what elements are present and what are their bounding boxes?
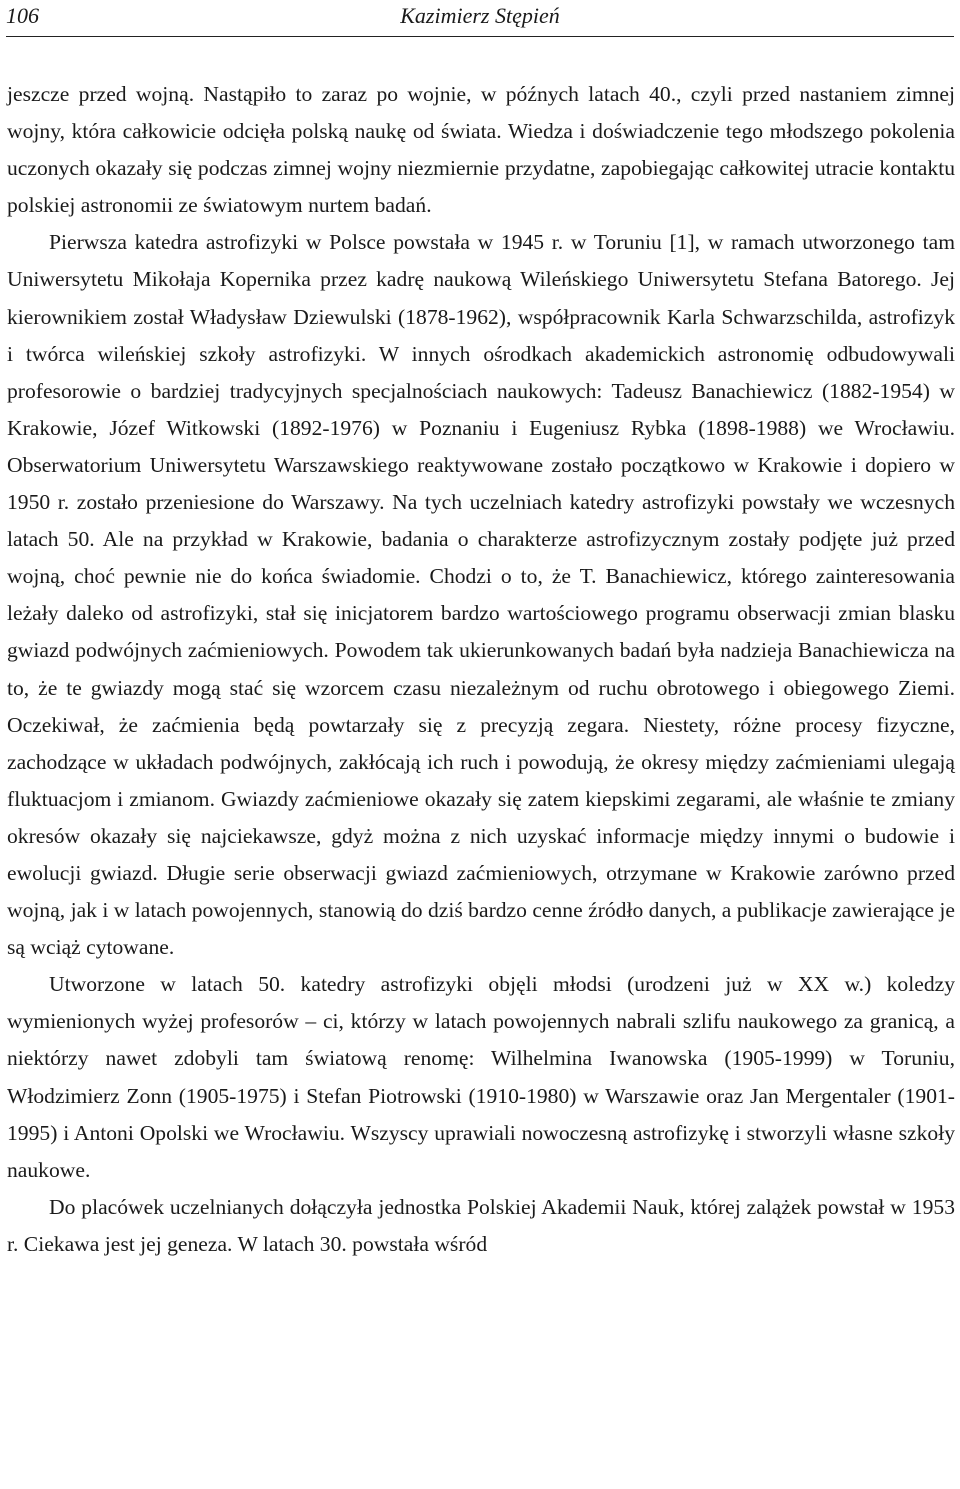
paragraph: Do placówek uczelnianych dołączyła jednostka Polskiej Akademii Nauk, której zalążek powstał w 1953 r. Ciekawa jest jej geneza. W latach 30. powstała wśród xyxy=(7,1194,955,1256)
paragraph: Utworzone w latach 50. katedry astrofizyki objęli młodsi (urodzeni już w XX w.) koledzy wymienionych wyżej profesorów – ci, którzy w latach powojennych nabrali szlifu naukowego za granicą, a niektórzy nawet zdobyli tam światową renomę: Wilhelmina Iwanowska (1905-1999) w Toruniu, Włodzimierz Zonn (1905-1975) i Stefan Piotrowski (1910-1980) w Warszawie oraz Jan Mergentaler (1901-1995) i Antoni Opolski we Wrocławiu. Wszyscy uprawiali nowoczesną astrofizykę i stworzyli własne szkoły naukowe. xyxy=(7,972,955,1182)
body-text xyxy=(7,76,955,1263)
page-number: 106 xyxy=(6,3,39,28)
page-header xyxy=(6,0,954,37)
running-title: Kazimierz Stępień xyxy=(400,3,560,28)
paragraph: Pierwsza katedra astrofizyki w Polsce powstała w 1945 r. w Toruniu [1], w ramach utworzonego tam Uniwersytetu Mikołaja Kopernika przez kadrę naukową Wileńskiego Uniwersytetu Stefana Batorego. Jej kierownikiem został Władysław Dziewulski (1878-1962), współpracownik Karla Schwarzschilda, astrofizyk i twórca wileńskiej szkoły astrofizyki. W innych ośrodkach akademickich astronomię odbudowywali profesorowie o bardziej tradycyjnych specjalnościach naukowych: Tadeusz Banachiewicz (1882-1954) w Krakowie, Józef Witkowski (1892-1976) w Poznaniu i Eugeniusz Rybka (1898-1988) we Wrocławiu. Obserwatorium Uniwersytetu Warszawskiego reaktywowane zostało początkowo w Krakowie i dopiero w 1950 r. zostało przeniesione do Warszawy. Na tych uczelniach katedry astrofizyki powstały we wczesnych latach 50. Ale na przykład w Krakowie, badania o charakterze astrofizycznym zostały podjęte już przed wojną, choć pewnie nie do końca świadomie. Chodzi o to, że T. Banachiewicz, którego zainteresowania leżały daleko od astrofizyki, stał się inicjatorem bardzo wartościowego programu obserwacji zmian blasku gwiazd podwójnych zaćmieniowych. Powodem tak ukierunkowanych badań była nadzieja Banachiewicza na to, że te gwiazdy mogą stać się wzorcem czasu niezależnym od ruchu obrotowego i obiegowego Ziemi. Oczekiwał, że zaćmienia będą powtarzały się z precyzją zegara. Niestety, różne procesy fizyczne, zachodzące w układach podwójnych, zakłócają ich ruch i powodują, że okresy między zaćmieniami ulegają fluktuacjom i zmianom. Gwiazdy zaćmieniowe okazały się zatem kiepskimi zegarami, ale właśnie te zmiany okresów okazały się najciekawsze, gdyż można z nich uzyskać informacje między innymi o budowie i ewolucji gwiazd. Długie serie obserwacji gwiazd zaćmieniowych, otrzymane w Krakowie zarówno przed wojną, jak i w latach powojennych, stanowią do dziś bardzo cenne źródło danych, a publikacje zawierające je są wciąż cytowane. xyxy=(7,230,955,960)
paragraph: jeszcze przed wojną. Nastąpiło to zaraz po wojnie, w późnych latach 40., czyli przed nastaniem zimnej wojny, która całkowicie odcięła polską naukę od świata. Wiedza i doświadczenie tego młodszego pokolenia uczonych okazały się podczas zimnej wojny niezmiernie przydatne, zapobiegając całkowitej utracie kontaktu polskiej astronomii ze światowym nurtem badań. xyxy=(7,82,955,218)
